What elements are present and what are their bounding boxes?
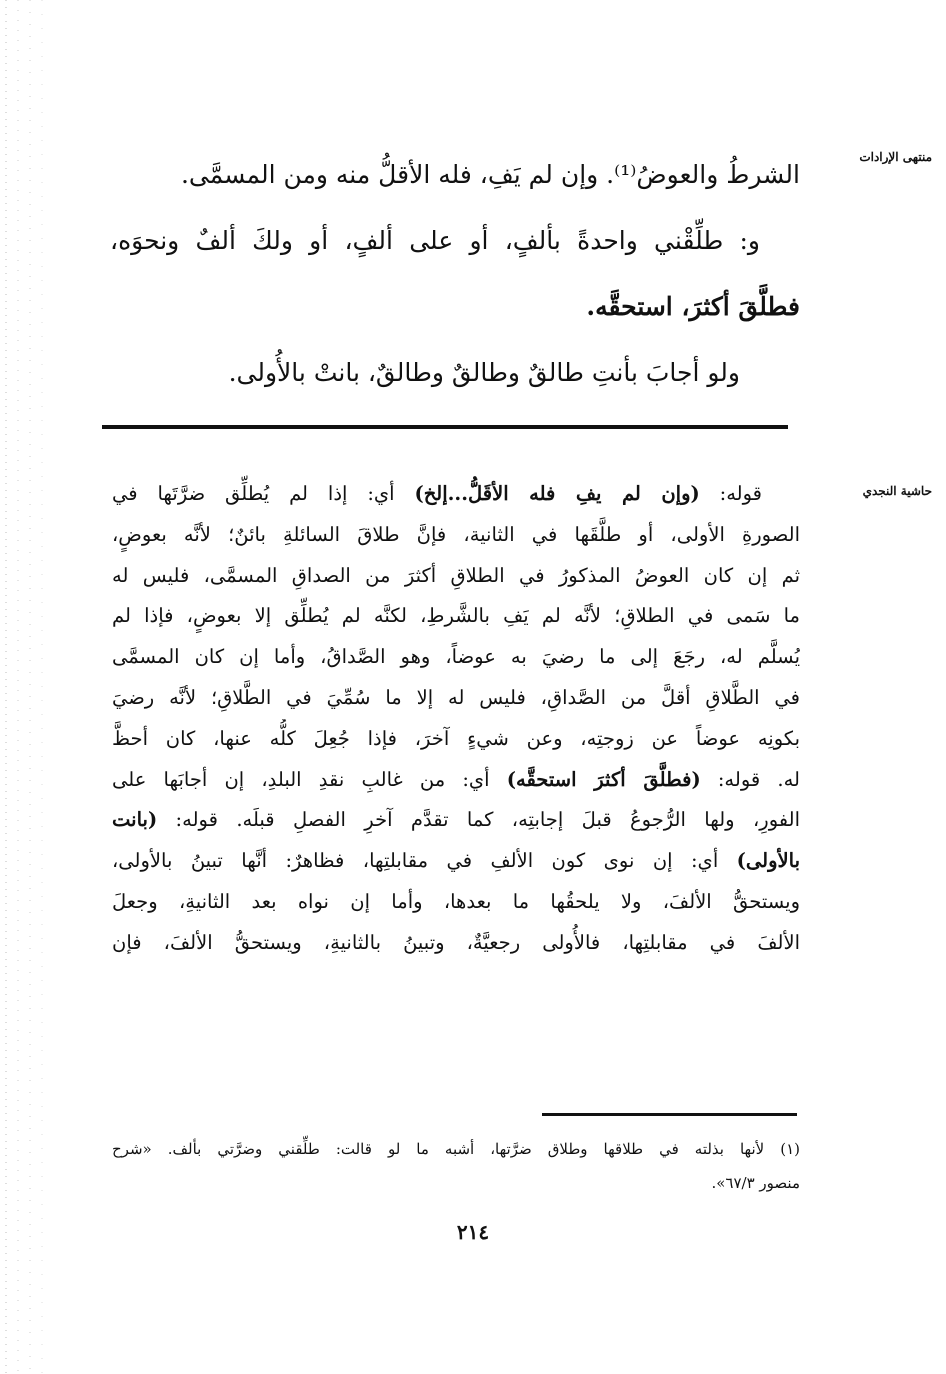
main-text-block: [110, 142, 800, 406]
main-line-3: فطلَّقَ أكثرَ، استحقَّه.: [586, 292, 800, 321]
commentary-quote-3a: (بانت: [112, 808, 158, 832]
commentary-line-5: يُسلَّم له، رجَعَ إلى ما رضيَ به عوضاً، وهو الصَّداقُ، وأما إن كان المسمَّى: [112, 645, 800, 669]
commentary-quote-1: (وإن لم يفِ فله الأقَلُّ...إلخ): [414, 482, 700, 505]
commentary-line-6: في الطَّلاقِ أقلَّ من الصَّداقِ، فليس له إلا ما سُمِّيَ في الطَّلاقِ؛ لأنَّه رضيَ: [112, 685, 800, 709]
footnote-divider: [542, 1113, 797, 1116]
side-label-matn: منتهى الإرادات: [859, 150, 932, 164]
commentary-line1-rest: أي: إذا لم يُطلِّق ضرَّتَها في: [112, 482, 415, 505]
commentary-line-10: [112, 841, 800, 882]
side-label-hashiya: حاشية النجدي: [862, 484, 932, 498]
footnote-block: [112, 1132, 800, 1200]
footnote-line-2: منصور ٦٧/٣».: [711, 1174, 800, 1192]
commentary-line-11: ويستحقُّ الألفَ، ولا يلحقُها ما بعدها، وأما إن نواه بعد الثانيةِ، وجعلَ: [112, 889, 800, 913]
main-line-4: ولو أجابَ بأنتِ طالقٌ وطالقٌ وطالقٌ، بانتْ بالأُولى.: [228, 358, 740, 387]
commentary-line-8: [112, 760, 800, 801]
commentary-line-12: الألفَ في مقابلتِها، فالأُولى رجعيَّةٌ، وتبينُ بالثانيةِ، ويستحقُّ الألفَ، فإن: [112, 930, 800, 954]
commentary-line-7: بكونِه عوضاً عن زوجتِه، وعن شيءٍ آخرَ، فإذا جُعِلَ كلُّه عنها، كان أحظَّ: [112, 726, 800, 750]
commentary-qawluh: قوله:: [699, 482, 762, 505]
main-line-2: و: طلِّقْني واحدةً بألفٍ، أو على ألفٍ، أو ولكَ ألفٌ ونحوَه،: [110, 226, 760, 255]
section-divider: [102, 425, 788, 429]
commentary-line-9: [112, 800, 800, 841]
commentary-line9-prefix: الفورِ، ولها الرُّجوعُ قبلَ إجابتِه، كما تقدَّم آخرِ الفصلِ قبلَه. قوله:: [157, 808, 800, 832]
commentary-quote-3b: بالأولى): [736, 849, 800, 873]
page-number: ٢١٤: [456, 1220, 490, 1244]
commentary-line8-prefix: له. قوله:: [700, 767, 800, 791]
commentary-line-4: ما سَمى في الطلاقِ؛ لأنَّه لم يَفِ بالشَّرطِ، لكنَّه لم يُطلِّق إلا بعوضٍ، فإذا لم: [112, 604, 800, 628]
commentary-line-3: ثم إن كان العوضُ المذكورُ في الطلاقِ أكثرَ من الصداقِ المسمَّى، فليس له: [112, 563, 800, 587]
commentary-block: [112, 474, 800, 964]
main-line-1: الشرطُ والعوضُ⁽¹⁾. وإن لم يَفِ، فله الأقلُّ منه ومن المسمَّى.: [180, 160, 800, 189]
footnote-line-1: (١) لأنها بذلته في طلاقها وطلاق ضرَّتها، أشبه ما لو قالت: طلِّقني وضرَّتي بألف. «شرح: [112, 1140, 800, 1158]
commentary-line8-rest: أي: من غالبِ نقدِ البلدِ، إن أجابَها على: [112, 767, 507, 791]
commentary-line10-rest: أي: إن نوى كون الألفِ في مقابلتِها، فظاهرٌ: أنَّها تبينُ بالأولى،: [112, 849, 737, 873]
commentary-quote-2: (فطلَّقَ أكثرَ استحقَّه): [506, 767, 701, 791]
commentary-line-2: الصورةِ الأولى، أو طلَّقَها في الثانية، فإنَّ طلاقَ السائلةِ بائنٌ؛ لأنَّه بعوضٍ،: [112, 522, 800, 546]
commentary-line-1: [112, 474, 800, 515]
